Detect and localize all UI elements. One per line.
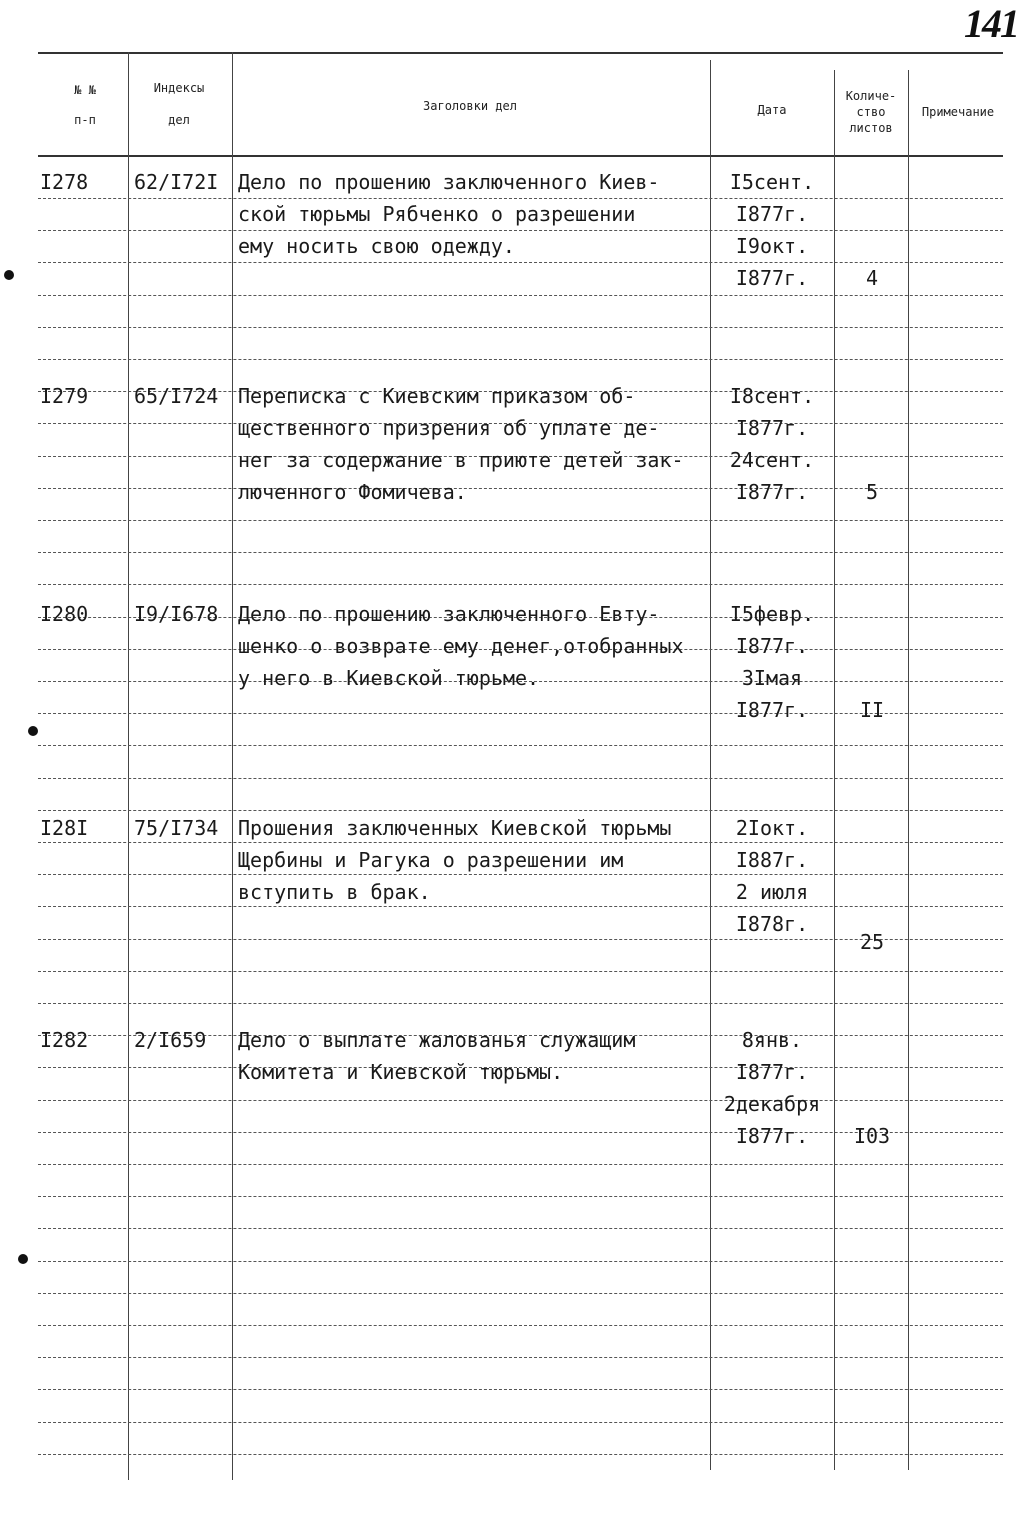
record-index: 75/I734 <box>134 816 219 840</box>
ruled-line <box>38 810 1003 811</box>
punch-hole <box>28 726 38 736</box>
record-sheet-count: 5 <box>865 480 879 504</box>
ruled-line <box>38 1325 1003 1326</box>
record-title: Дело по прошению заключенного Евту- шенко о возврате ему денег,отобранных у него в Киевской тюрьме. <box>238 602 684 690</box>
ruled-line <box>38 359 1003 360</box>
record-index: 65/I724 <box>134 384 219 408</box>
record-sheet-count: I03 <box>853 1124 891 1148</box>
record-number: I282 <box>40 1028 89 1052</box>
top-rule <box>38 52 1003 54</box>
header-note: Примечание <box>921 105 995 119</box>
ruled-line <box>38 584 1003 585</box>
header-date: Дата <box>757 103 787 117</box>
header-count: Количе- ство листов <box>845 89 897 135</box>
record-index: 2/I659 <box>134 1028 207 1052</box>
record-index: 62/I72I <box>134 170 219 194</box>
ruled-line <box>38 1100 1003 1101</box>
ruled-line <box>38 778 1003 779</box>
ruled-line <box>38 1422 1003 1423</box>
record-date: I8сент. I877г. 24сент. I877г. <box>729 384 815 504</box>
record-number: I278 <box>40 170 89 194</box>
header-title: Заголовки дел <box>423 99 517 113</box>
ruled-line <box>38 1261 1003 1262</box>
punch-hole <box>4 270 14 280</box>
ruled-line <box>38 327 1003 328</box>
header-num: № № п-п <box>74 83 96 127</box>
ruled-line <box>38 1003 1003 1004</box>
ruled-line <box>38 1293 1003 1294</box>
record-index: I9/I678 <box>134 602 219 626</box>
record-title: Прошения заключенных Киевской тюрьмы Щербины и Рагука о разрешении им вступить в брак. <box>238 816 672 904</box>
record-date: I5сент. I877г. I9окт. I877г. <box>729 170 815 290</box>
ruled-line <box>38 1228 1003 1229</box>
ruled-line <box>38 1164 1003 1165</box>
punch-hole <box>18 1254 28 1264</box>
record-title: Дело по прошению заключенного Киев- ской тюрьмы Рябченко о разрешении ему носить свою одежду. <box>238 170 660 258</box>
record-title: Дело о выплате жалованья служащим Комитета и Киевской тюрьмы. <box>238 1028 636 1084</box>
ruled-line <box>38 520 1003 521</box>
column-divider <box>908 70 909 1470</box>
record-date: I5февр. I877г. 3Iмая I877г. <box>729 602 815 722</box>
ruled-line <box>38 295 1003 296</box>
record-sheet-count: II <box>859 698 885 722</box>
ruled-line <box>38 1357 1003 1358</box>
header-bottom-rule <box>38 155 1003 157</box>
column-divider <box>232 52 233 1480</box>
record-sheet-count: 4 <box>865 266 879 290</box>
ruled-line <box>38 745 1003 746</box>
record-number: I279 <box>40 384 89 408</box>
page-number: 141 <box>964 1 1018 46</box>
ruled-line <box>38 1389 1003 1390</box>
record-date: 8янв. I877г. 2декабря I877г. <box>723 1028 821 1148</box>
record-title: Переписка с Киевским приказом об- щественного призрения об уплате де- нег за содержание в приюте детей зак- люченного Фомичева. <box>238 384 684 504</box>
ruled-line <box>38 971 1003 972</box>
ruled-line <box>38 1454 1003 1455</box>
ruled-line <box>38 552 1003 553</box>
column-divider <box>128 52 129 1480</box>
header-index: Индексы дел <box>153 81 205 127</box>
record-sheet-count: 25 <box>859 930 885 954</box>
record-date: 2Iокт. I887г. 2 июля I878г. <box>735 816 809 936</box>
column-divider <box>834 70 835 1470</box>
ruled-line <box>38 1196 1003 1197</box>
record-number: I280 <box>40 602 89 626</box>
record-number: I28I <box>40 816 89 840</box>
